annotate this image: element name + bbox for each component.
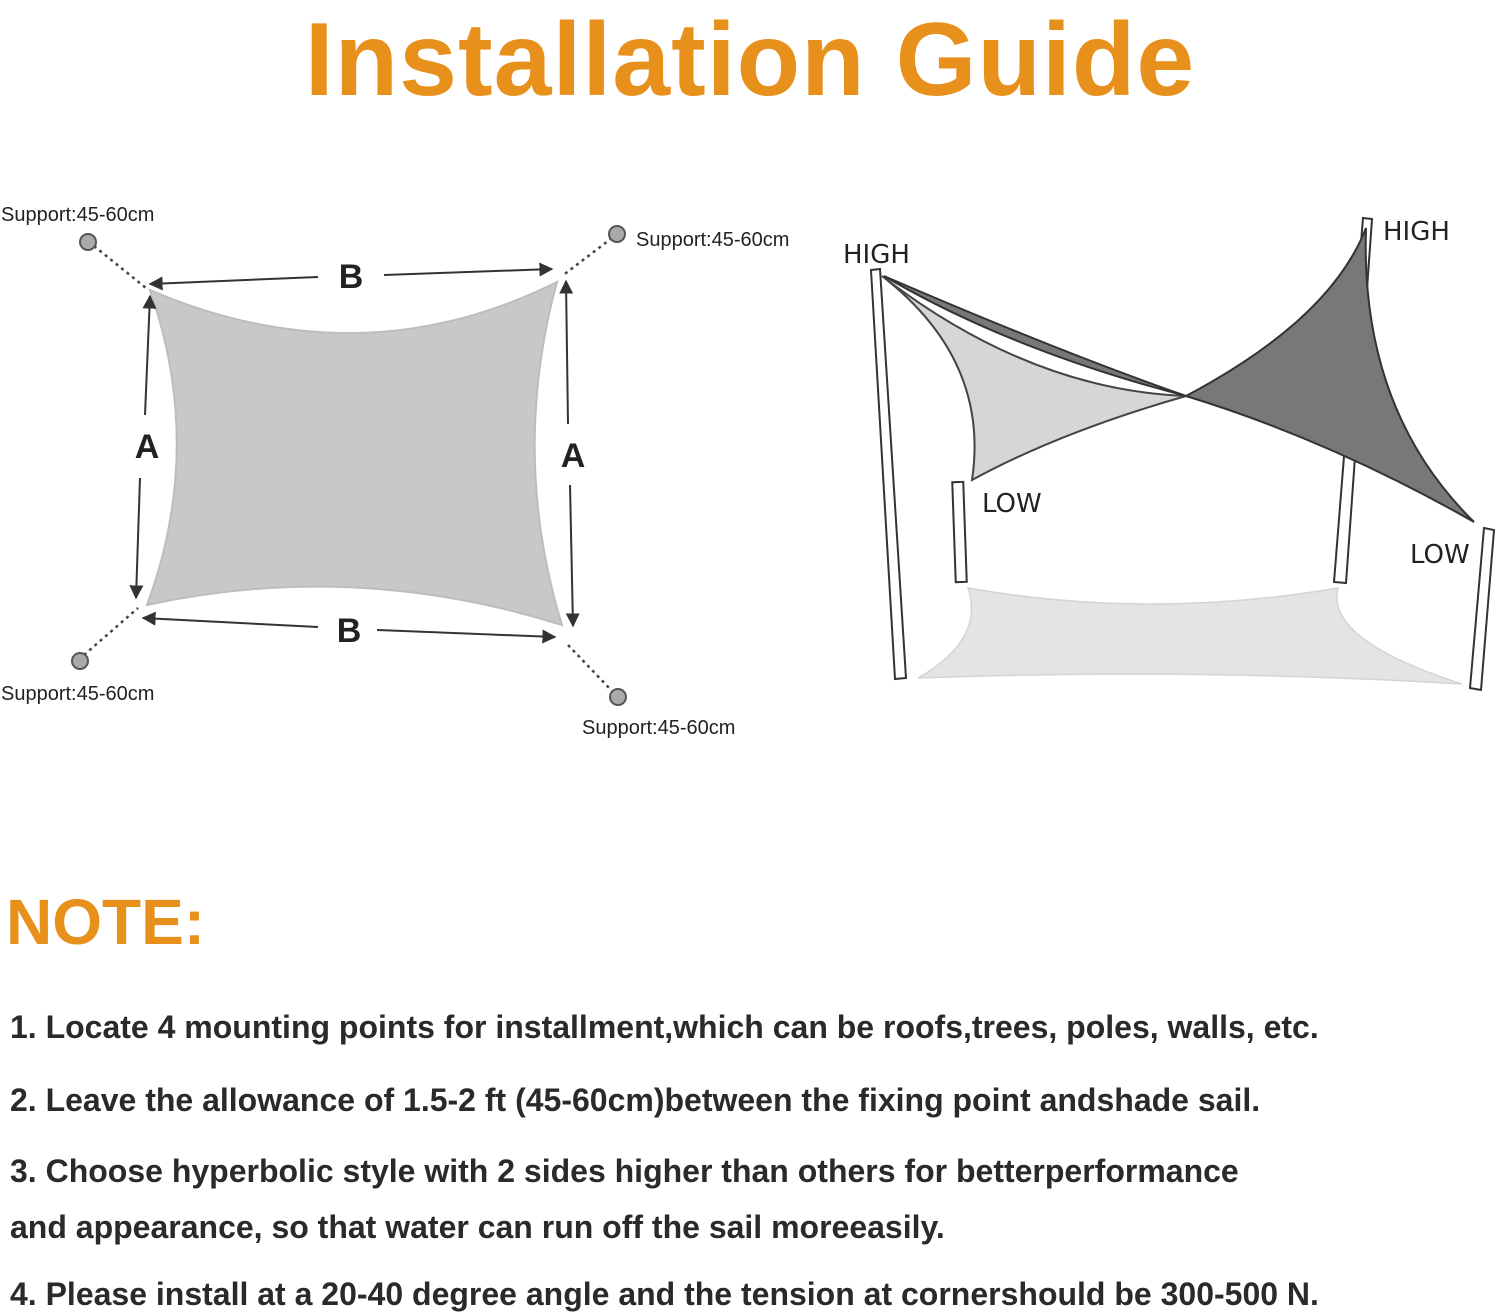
dimension-arrow-b-bottom-left (143, 618, 318, 627)
anchor-point-top-right (609, 226, 625, 242)
pole-left-low (952, 482, 966, 582)
note-item-2: 2. Leave the allowance of 1.5-2 ft (45-60cm)between the fixing point andshade sail. (10, 1082, 1261, 1118)
sail-shadow (918, 588, 1462, 684)
label-b-top: B (338, 258, 364, 296)
high-label-right: HIGH (1383, 217, 1450, 247)
dimension-arrow-a-right-top (566, 281, 568, 424)
hyperbolic-sail-diagram (843, 217, 1494, 690)
label-b-bottom: B (336, 612, 362, 650)
support-label-top-right: Support:45-60cm (636, 229, 790, 251)
label-a-right: A (560, 437, 586, 475)
high-label-left: HIGH (843, 240, 910, 270)
support-line-bottom-left (84, 608, 138, 655)
note-item-1: 1. Locate 4 mounting points for installment,which can be roofs,trees, poles, walls, etc. (10, 1009, 1319, 1045)
note-heading: NOTE: (6, 886, 206, 958)
dimension-arrow-b-bottom-right (377, 630, 555, 637)
anchor-point-bottom-right (610, 689, 626, 705)
support-line-top-right (562, 238, 612, 276)
anchor-point-bottom-left (72, 653, 88, 669)
dimension-arrow-b-top-right (384, 269, 552, 275)
sail-light-panel (882, 276, 1186, 480)
label-a-left: A (134, 428, 160, 466)
support-line-bottom-right (568, 645, 613, 692)
note-item-4: 4. Please install at a 20-40 degree angle and the tension at cornershould be 300-500 N. (10, 1276, 1319, 1312)
dimension-arrow-a-left-top (145, 296, 150, 415)
anchor-point-top-left (80, 234, 96, 250)
note-item-3-continued: and appearance, so that water can run off the sail moreeasily. (10, 1209, 945, 1245)
pole-right-low (1470, 528, 1494, 690)
support-label-bottom-left: Support:45-60cm (1, 683, 155, 705)
dimension-arrow-b-top-left (150, 277, 318, 284)
support-line-top-left (94, 246, 146, 288)
support-label-top-left: Support:45-60cm (1, 204, 155, 226)
page-title: Installation Guide (304, 2, 1196, 118)
dimension-arrow-a-right-bottom (570, 485, 573, 626)
rectangle-sail-diagram (1, 204, 789, 739)
pole-left-high (871, 269, 906, 679)
sail-shape (147, 282, 562, 625)
low-label-right: LOW (1410, 540, 1470, 570)
low-label-left: LOW (982, 489, 1042, 519)
support-label-bottom-right: Support:45-60cm (582, 717, 736, 739)
dimension-arrow-a-left-bottom (136, 478, 140, 598)
note-item-3: 3. Choose hyperbolic style with 2 sides higher than others for betterperformance (10, 1153, 1239, 1189)
